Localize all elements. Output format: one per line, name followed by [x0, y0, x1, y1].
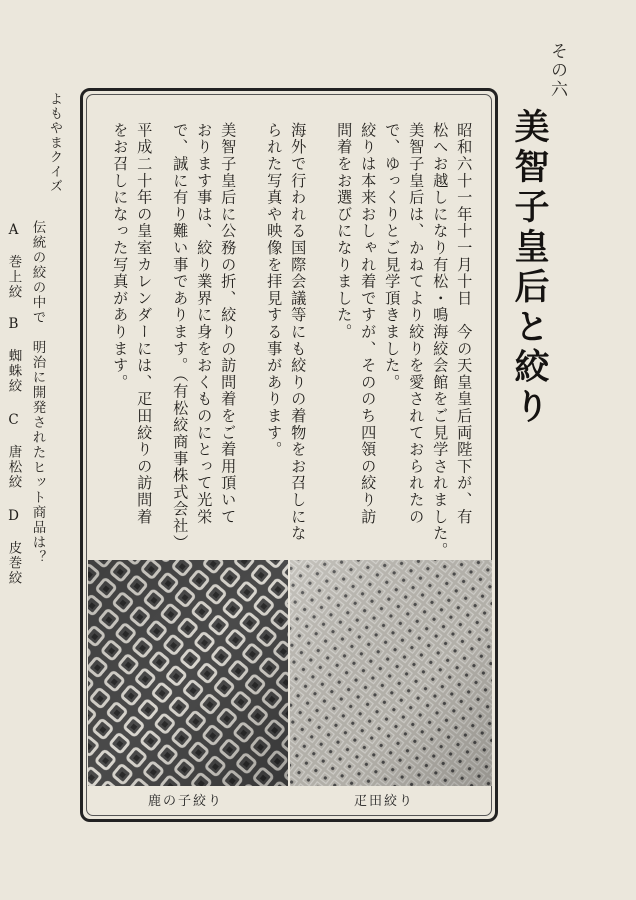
quiz-option-b-text: 蜘蛛絞: [5, 348, 22, 394]
quiz-option-d-key: D: [5, 508, 22, 526]
article-line-6: 問着をお選びになりました。: [335, 122, 354, 341]
hitta-shibori-photo: [290, 560, 492, 786]
article-line-7: 海外で行われる国際会議等にも絞りの着物をお召しにな: [289, 122, 308, 542]
quiz-option-d: [6, 508, 20, 586]
kanoko-shibori-photo: [88, 560, 288, 786]
quiz-option-d-text: 皮巻絞: [5, 540, 22, 586]
article-line-11: で、誠に有り難い事であります。（有松絞商事株式会社）: [171, 122, 190, 552]
article-line-8: られた写真や映像を拝見する事があります。: [265, 122, 284, 458]
article-line-10: おります事は、絞り業界に身をおくものにとって光栄: [195, 122, 214, 526]
article-line-3: 美智子皇后は、かねてより絞りを愛されておられたの: [407, 122, 426, 526]
article-line-5: 絞りは本来おしゃれ着ですが、そののち四領の絞り訪: [359, 122, 378, 526]
article-line-1: 昭和六十一年十一月十日 今の天皇皇后両陛下が、有: [455, 122, 474, 526]
series-label: その六: [547, 42, 567, 99]
article-line-4: で、ゆっくりとご見学頂きました。: [383, 122, 402, 391]
quiz-option-a-key: A: [5, 222, 22, 240]
quiz-option-a-text: 巻上絞: [5, 254, 22, 300]
quiz-option-b-key: B: [5, 316, 22, 334]
article-line-9: 美智子皇后に公務の折、絞りの訪問着をご着用頂いて: [219, 122, 238, 526]
caption-kanoko-shibori: 鹿の子絞り: [148, 794, 224, 809]
article-line-2: 松へお越しになり有松・鳴海絞会館をご見学されました。: [431, 122, 450, 559]
quiz-option-a: [6, 222, 20, 300]
article-line-13: をお召しになった写真があります。: [111, 122, 130, 391]
quiz-option-b: [6, 316, 20, 394]
article-line-12: 平成二十年の皇室カレンダーには、疋田絞りの訪問着: [135, 122, 154, 526]
quiz-option-c-key: C: [5, 412, 22, 430]
quiz-option-c: [6, 412, 20, 490]
caption-hitta-shibori: 疋田絞り: [354, 794, 415, 809]
page-title: 美智子皇后と絞り: [509, 108, 550, 428]
quiz-option-c-text: 唐松絞: [5, 444, 22, 490]
quiz-heading: よもやまクイズ: [47, 92, 62, 194]
quiz-question: 伝統の絞の中で 明治に開発されたヒット商品は？: [29, 220, 46, 565]
